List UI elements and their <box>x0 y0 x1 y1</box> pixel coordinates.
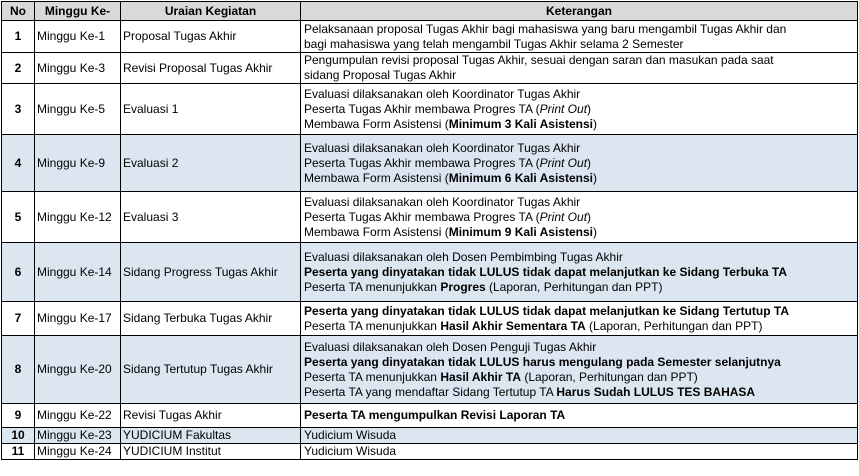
notes-text: sidang Proposal Tugas Akhir <box>304 68 457 82</box>
table-row <box>2 21 858 53</box>
row-activity: Proposal Tugas Akhir <box>121 21 301 53</box>
notes-line <box>304 53 854 68</box>
table-row <box>2 404 858 428</box>
notes-line <box>304 68 854 83</box>
notes-line <box>304 408 854 423</box>
notes-text: (Laporan, Perhitungan dan PPT) <box>585 318 763 333</box>
notes-line <box>304 87 854 102</box>
row-notes <box>301 53 858 84</box>
row-activity: YUDICIUM Fakultas <box>121 428 301 444</box>
row-number: 6 <box>2 243 35 302</box>
notes-text: ) <box>587 101 592 116</box>
notes-text: Peserta yang dinyatakan tidak LULUS tidak dapat melanjutkan ke Sidang Tertutup TA <box>304 303 789 318</box>
notes-text: Evaluasi dilaksanakan oleh Dosen Penguji Tugas Akhir <box>304 339 597 354</box>
row-number: 8 <box>2 336 35 404</box>
notes-text: Print Out <box>539 101 588 116</box>
notes-text: Peserta TA menunjukkan <box>304 279 441 294</box>
table-row <box>2 428 858 444</box>
row-week: Minggu Ke-5 <box>35 84 121 135</box>
notes-text: Peserta Tugas Akhir membawa Progres TA ( <box>304 101 540 116</box>
row-activity: YUDICIUM Institut <box>121 444 301 460</box>
notes-text: Hasil Akhir Sementara TA <box>440 318 586 333</box>
notes-text: Peserta yang dinyatakan tidak LULUS tidak dapat melanjutkan ke Sidang Terbuka TA <box>304 264 788 279</box>
table-row <box>2 192 858 243</box>
row-week: Minggu Ke-20 <box>35 336 121 404</box>
header-week: Minggu Ke- <box>35 2 121 21</box>
notes-text: Peserta TA menunjukkan <box>304 318 441 333</box>
notes-line <box>304 265 854 280</box>
notes-line <box>304 250 854 265</box>
notes-text: ) <box>592 116 597 131</box>
notes-text: Membawa Form Asistensi ( <box>304 170 449 185</box>
header-activity: Uraian Kegiatan <box>121 2 301 21</box>
row-notes <box>301 21 858 53</box>
notes-line <box>304 304 854 319</box>
header-no: No <box>2 2 35 21</box>
notes-line <box>304 444 854 459</box>
table-row <box>2 84 858 135</box>
notes-line <box>304 171 854 186</box>
notes-text: ) <box>592 170 597 185</box>
notes-text: Evaluasi dilaksanakan oleh Koordinator Tugas Akhir <box>304 140 581 155</box>
notes-line <box>304 428 854 443</box>
notes-text: Minimum 6 Kali Asistensi <box>448 170 593 185</box>
notes-line <box>304 340 854 355</box>
notes-line <box>304 117 854 132</box>
row-notes <box>301 243 858 302</box>
schedule-table <box>1 1 858 460</box>
row-notes <box>301 428 858 444</box>
row-notes <box>301 302 858 336</box>
notes-text: ) <box>587 155 592 170</box>
row-number: 9 <box>2 404 35 428</box>
row-activity: Evaluasi 3 <box>121 192 301 243</box>
notes-text: Evaluasi dilaksanakan oleh Koordinator Tugas Akhir <box>304 194 581 209</box>
row-number: 2 <box>2 53 35 84</box>
table-row <box>2 302 858 336</box>
notes-line <box>304 319 854 334</box>
row-activity: Evaluasi 2 <box>121 135 301 192</box>
row-week: Minggu Ke-12 <box>35 192 121 243</box>
notes-line <box>304 195 854 210</box>
header-notes: Keterangan <box>301 2 858 21</box>
row-notes <box>301 135 858 192</box>
notes-line <box>304 280 854 295</box>
row-notes <box>301 84 858 135</box>
notes-text: ) <box>592 224 597 239</box>
table-row <box>2 53 858 84</box>
notes-text: Print Out <box>539 209 588 224</box>
row-activity: Revisi Proposal Tugas Akhir <box>121 53 301 84</box>
table-body <box>2 21 858 460</box>
row-number: 5 <box>2 192 35 243</box>
notes-text: bagi mahasiswa yang telah mengambil Tugas Akhir selama 2 Semester <box>304 36 684 51</box>
notes-text: Membawa Form Asistensi ( <box>304 224 449 239</box>
row-week: Minggu Ke-24 <box>35 444 121 460</box>
row-number: 11 <box>2 444 35 460</box>
table-row <box>2 336 858 404</box>
notes-line <box>304 385 854 400</box>
notes-text: Hasil Akhir TA <box>440 369 521 384</box>
notes-text: Print Out <box>539 155 588 170</box>
table-row <box>2 243 858 302</box>
row-activity: Sidang Tertutup Tugas Akhir <box>121 336 301 404</box>
row-number: 1 <box>2 21 35 53</box>
table-row <box>2 135 858 192</box>
notes-text: Membawa Form Asistensi ( <box>304 116 449 131</box>
notes-line <box>304 355 854 370</box>
row-week: Minggu Ke-3 <box>35 53 121 84</box>
row-week: Minggu Ke-9 <box>35 135 121 192</box>
row-notes <box>301 404 858 428</box>
notes-line <box>304 225 854 240</box>
row-number: 10 <box>2 428 35 444</box>
row-notes <box>301 336 858 404</box>
row-week: Minggu Ke-14 <box>35 243 121 302</box>
notes-text: Evaluasi dilaksanakan oleh Koordinator Tugas Akhir <box>304 86 581 101</box>
row-activity: Revisi Tugas Akhir <box>121 404 301 428</box>
notes-text: Peserta TA menunjukkan <box>304 369 441 384</box>
row-week: Minggu Ke-1 <box>35 21 121 53</box>
row-activity: Sidang Progress Tugas Akhir <box>121 243 301 302</box>
row-number: 4 <box>2 135 35 192</box>
notes-text: Peserta Tugas Akhir membawa Progres TA ( <box>304 209 540 224</box>
row-activity: Evaluasi 1 <box>121 84 301 135</box>
row-number: 3 <box>2 84 35 135</box>
notes-text: Yudicium Wisuda <box>304 444 397 458</box>
notes-line <box>304 102 854 117</box>
notes-text: Progres <box>440 279 486 294</box>
table-row <box>2 444 858 460</box>
notes-text: Yudicium Wisuda <box>304 428 397 442</box>
notes-text: Peserta yang dinyatakan tidak LULUS harus mengulang pada Semester selanjutnya <box>304 354 781 369</box>
notes-line <box>304 22 854 37</box>
notes-line <box>304 141 854 156</box>
notes-line <box>304 210 854 225</box>
notes-text: Minimum 3 Kali Asistensi <box>448 116 593 131</box>
notes-line <box>304 156 854 171</box>
notes-text: Minimum 9 Kali Asistensi <box>448 224 593 239</box>
header-row <box>2 2 858 21</box>
notes-text: Peserta TA mengumpulkan Revisi Laporan TA <box>304 408 566 422</box>
notes-text: (Laporan, Perhitungan dan PPT) <box>485 279 663 294</box>
notes-line <box>304 370 854 385</box>
notes-text: Peserta Tugas Akhir membawa Progres TA ( <box>304 155 540 170</box>
notes-text: Pengumpulan revisi proposal Tugas Akhir, sesuai dengan saran dan masukan pada saat <box>304 53 774 67</box>
row-notes <box>301 192 858 243</box>
notes-text: ) <box>587 209 592 224</box>
row-notes <box>301 444 858 460</box>
notes-line <box>304 37 854 52</box>
row-activity: Sidang Terbuka Tugas Akhir <box>121 302 301 336</box>
notes-text: Peserta TA yang mendaftar Sidang Tertutup TA <box>304 384 557 399</box>
notes-text: Pelaksanaan proposal Tugas Akhir bagi mahasiswa yang baru mengambil Tugas Akhir dan <box>304 21 787 36</box>
row-number: 7 <box>2 302 35 336</box>
row-week: Minggu Ke-22 <box>35 404 121 428</box>
notes-text: (Laporan, Perhitungan dan PPT) <box>521 369 698 384</box>
notes-text: Harus Sudah LULUS TES BAHASA <box>556 384 756 399</box>
notes-text: Evaluasi dilaksanakan oleh Dosen Pembimbing Tugas Akhir <box>304 249 623 264</box>
row-week: Minggu Ke-17 <box>35 302 121 336</box>
row-week: Minggu Ke-23 <box>35 428 121 444</box>
